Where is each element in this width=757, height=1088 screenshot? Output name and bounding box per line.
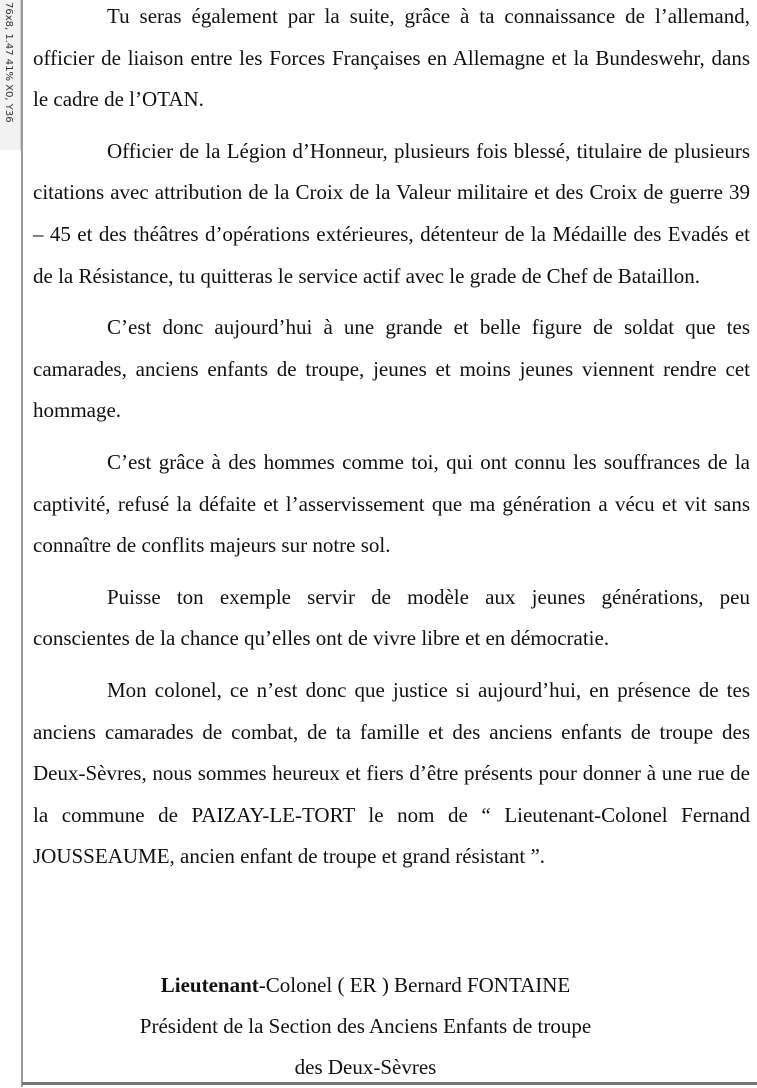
document-body [33, 0, 750, 878]
signature-block [33, 965, 698, 1088]
paragraph-captivity: C’est grâce à des hommes comme toi, qui ont connu les souffrances de la captivité, refusé la défaite et l’asservissement que ma génération a vécu et vit sans connaître de conflits majeurs sur notre sol. [33, 449, 750, 558]
paragraph-example: Puisse ton exemple servir de modèle aux jeunes générations, peu conscientes de la chance qu’elles ont de vivre libre et en démocratie. [33, 584, 750, 651]
paragraph-street-naming: Mon colonel, ce n’est donc que justice si aujourd’hui, en présence de tes anciens camarades de combat, de ta famille et des anciens enfants de troupe des Deux-Sèvres, nous sommes heureux et fiers d’être présents pour donner à une rue de la commune de PAIZAY-LE-TORT le nom de “ Lieutenant-Colonel Fernand JOUSSEAUME, ancien enfant de troupe et grand résistant ”. [33, 677, 750, 869]
signature-name-rest: -Colonel ( ER ) Bernard FONTAINE [258, 973, 571, 997]
viewer-status-text: 76x8, 1.47 41% X0, Y36 [3, 2, 14, 123]
signature-role-line-1: Président de la Section des Anciens Enfants de troupe [139, 1014, 592, 1038]
paragraph-decorations: Officier de la Légion d’Honneur, plusieurs fois blessé, titulaire de plusieurs citations avec attribution de la Croix de la Valeur militaire et des Croix de guerre 39 – 45 et des théâtres d’opérations extérieures, détenteur de la Médaille des Evadés et de la Résistance, tu quitteras le service actif avec le grade de Chef de Bataillon. [33, 138, 750, 288]
signature-name-line [33, 965, 698, 1006]
signature-role-line-2: des Deux-Sèvres [294, 1055, 437, 1079]
paragraph-liaison-officer: Tu seras également par la suite, grâce à ta connaissance de l’allemand, officier de liaison entre les Forces Françaises en Allemagne et la Bundeswehr, dans le cadre de l’OTAN. [33, 4, 750, 112]
signature-name-bold: Lieutenant [160, 973, 259, 997]
viewer-status-strip [0, 0, 21, 150]
paragraph-hommage: C’est donc aujourd’hui à une grande et belle figure de soldat que tes camarades, anciens enfants de troupe, jeunes et moins jeunes viennent rendre cet hommage. [33, 315, 750, 423]
